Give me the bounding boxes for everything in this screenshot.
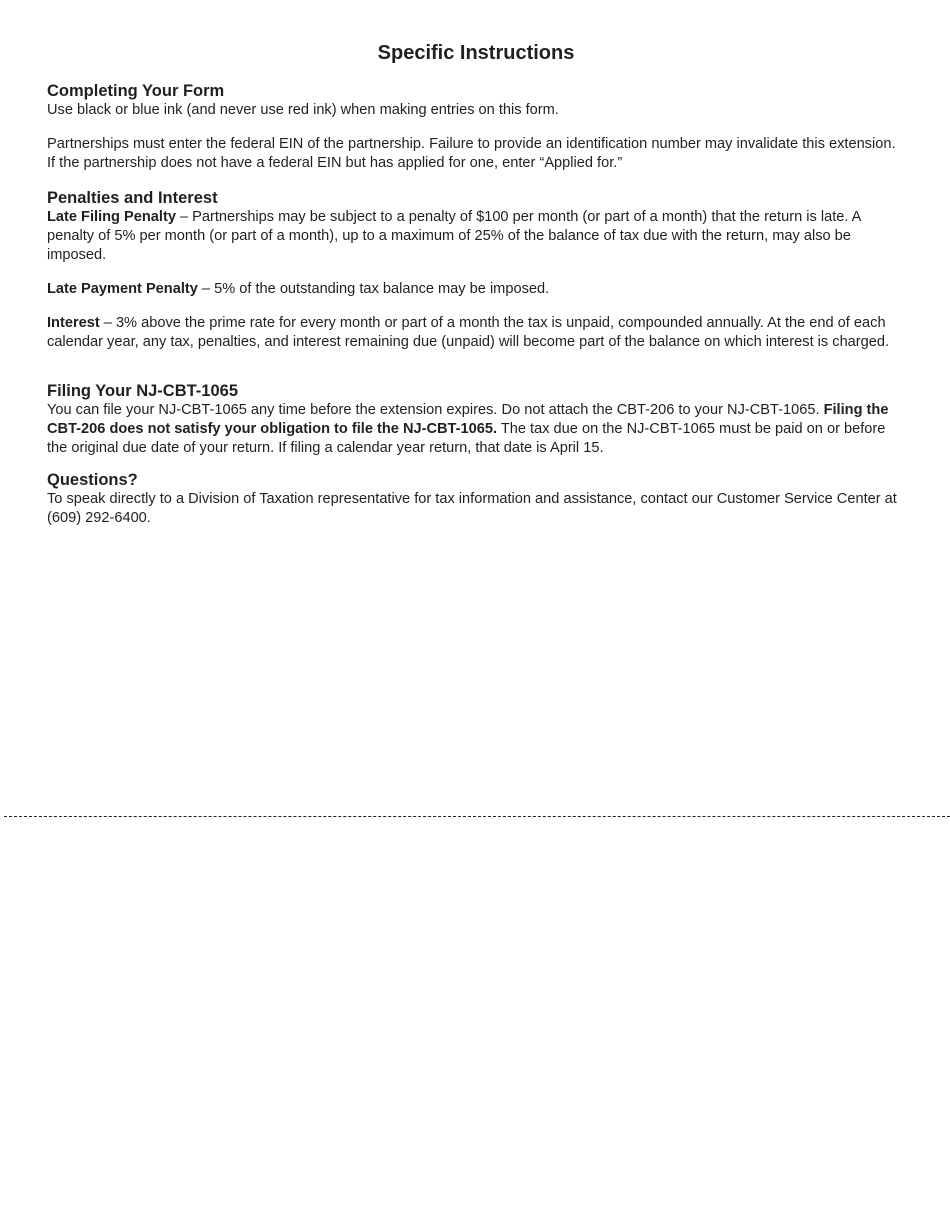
ink-instruction: Use black or blue ink (and never use red ink) when making entries on this form.	[47, 102, 559, 118]
late-filing-label: Late Filing Penalty	[47, 209, 176, 225]
completing-heading: Completing Your Form	[47, 82, 225, 100]
ein-instruction: Partnerships must enter the federal EIN of the partnership. Failure to provide an identification number may invalidate this extension. If the partnership does not have a federal EIN but has applied for one, enter “Applied for.”	[47, 136, 896, 171]
filing-bold-text: Filing the CBT-206 does not satisfy your obligation to file the NJ-CBT-1065.	[47, 402, 889, 437]
late-filing-paragraph	[47, 208, 905, 265]
late-payment-paragraph	[47, 280, 905, 299]
late-payment-text: – 5% of the outstanding tax balance may be imposed.	[197, 281, 550, 297]
filing-text-1: You can file your NJ-CBT-1065 any time before the extension expires. Do not attach the CBT-206 to your NJ-CBT-1065.	[47, 402, 824, 418]
interest-text: – 3% above the prime rate for every month or part of a month the tax is unpaid, compounded annually. At the end of each calendar year, any tax, penalties, and interest remaining due (unpaid) will become part of the balance on which interest is charged.	[47, 315, 890, 350]
interest-paragraph	[47, 314, 905, 352]
interest-label: Interest	[47, 315, 100, 331]
filing-heading: Filing Your NJ-CBT-1065	[47, 382, 239, 400]
questions-section	[47, 470, 905, 528]
filing-text-2: The tax due on the NJ-CBT-1065 must be paid on or before the original due date of your return. If filing a calendar year return, that date is April 15.	[47, 421, 886, 456]
filing-paragraph	[47, 401, 905, 458]
questions-text: To speak directly to a Division of Taxation representative for tax information and assistance, contact our Customer Service Center at (609) 292-6400.	[47, 491, 897, 526]
dashed-cut-line	[4, 816, 950, 817]
late-filing-text: – Partnerships may be subject to a penalty of $100 per month (or part of a month) that the return is late. A penalty of 5% per month (or part of a month), up to a maximum of 25% of the balance of tax due with the return, may also be imposed.	[47, 209, 861, 263]
penalties-section	[47, 188, 905, 352]
questions-heading: Questions?	[47, 471, 138, 489]
filing-section	[47, 381, 905, 458]
late-payment-label: Late Payment Penalty	[47, 281, 198, 297]
completing-your-form-section	[47, 81, 905, 173]
penalties-heading: Penalties and Interest	[47, 189, 218, 207]
page-title: Specific Instructions	[377, 42, 575, 64]
